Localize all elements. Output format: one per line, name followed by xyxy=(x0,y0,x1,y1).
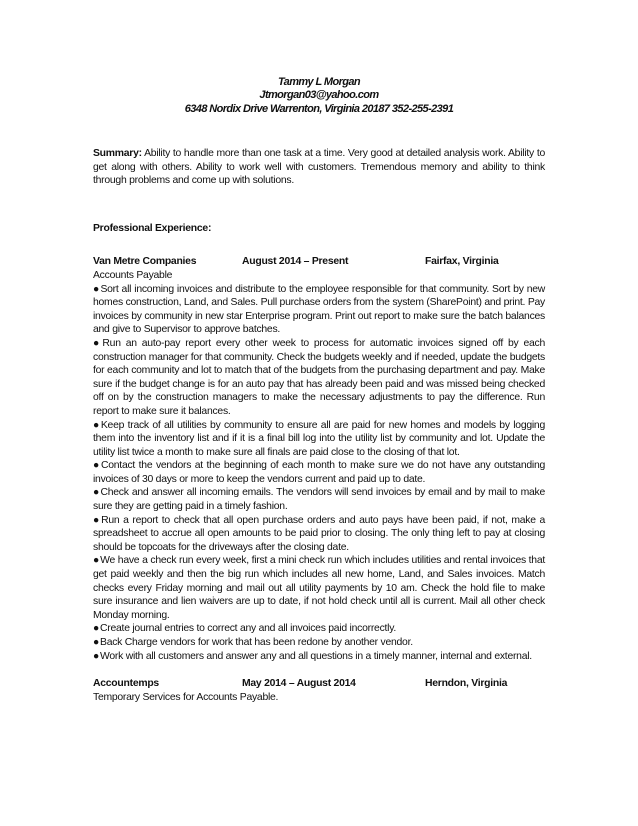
applicant-address: 6348 Nordix Drive Warrenton, Virginia 20187 352-255-2391 xyxy=(184,103,454,115)
bullet-icon: ● xyxy=(93,460,100,472)
list-item: ●Check and answer all incoming emails. The vendors will send invoices by email and by mail to make sure they are getting paid in a timely fashion. xyxy=(93,487,545,513)
summary-label: Summary: xyxy=(93,148,142,159)
job-duties-list xyxy=(93,283,545,664)
job-title: Accounts Payable xyxy=(93,269,173,281)
list-item: ●Run a report to check that all open purchase orders and auto pays have been paid, if not, make a spreadsheet to accrue all open amounts to be paid prior to closing. The only thing left to pay at closing should be topcoats for the driveways after the closing date. xyxy=(93,514,545,553)
list-item: ●We have a check run every week, first a mini check run which includes utilities and rental invoices that get paid weekly and then the big run which includes all new home, Land, and Sales invoices. Match checks every Friday morning and mail out all utility payments by 10 am. Check the hold file to make sure insurance and lien waivers are up to date, if not hold check until all is current. Mail all other check Monday morning. xyxy=(93,555,546,621)
bullet-icon: ● xyxy=(93,419,100,431)
bullet-icon: ● xyxy=(93,487,100,499)
list-item: ●Run an auto-pay report every other week to process for automatic invoices signed off by each construction manager for that community. Check the budgets weekly and if needed, update the budgets for each community and lot to match that of the budgets from the purchasing department and pay. Make sure if the budget change is for an auto pay that has already been paid and was missed being checked off on by the construction managers to make the necessary adjustments to pay the difference. Run report to make sure it balances. xyxy=(93,337,545,417)
job-header xyxy=(93,677,545,691)
applicant-name: Tammy L Morgan xyxy=(277,76,361,88)
list-item: ●Sort all incoming invoices and distribute to the employee responsible for that community. Sort by new homes construction, Land, and Sales. Pull purchase orders from the system (SharePoint) and print. Pay invoices by community in new star Enterprise program. Print out report to make sure the batch balances and give to Supervisor to approve batches. xyxy=(93,283,546,336)
experience-heading: Professional Experience: xyxy=(93,222,212,234)
bullet-icon: ● xyxy=(93,514,101,526)
list-item: ●Contact the vendors at the beginning of each month to make sure we do not have any outstanding invoices of 30 days or more to keep the vendors current and paid up to date. xyxy=(93,460,546,485)
resume-body xyxy=(93,147,545,704)
job-company: Accountemps xyxy=(93,678,159,690)
summary-section xyxy=(93,147,545,188)
bullet-icon: ● xyxy=(93,337,102,349)
list-item: ●Work with all customers and answer any and all questions in a timely manner, internal and external. xyxy=(93,650,532,662)
bullet-icon: ● xyxy=(93,555,100,567)
job-company: Van Metre Companies xyxy=(93,256,197,268)
list-item: ●Back Charge vendors for work that has been redone by another vendor. xyxy=(93,637,413,648)
bullet-icon: ● xyxy=(93,650,100,662)
job-dates: May 2014 – August 2014 xyxy=(242,678,356,690)
list-item: ●Keep track of all utilities by community to ensure all are paid for new homes and models by logging them into the inventory list and if it is a final bill log into the utility list by community and lot. Update the utility list twice a month to make sure all finals are paid close to the closing of that lot. xyxy=(93,419,545,458)
job-location: Fairfax, Virginia xyxy=(425,256,499,268)
bullet-icon: ● xyxy=(93,637,100,648)
job-dates: August 2014 – Present xyxy=(242,256,349,268)
bullet-icon: ● xyxy=(93,623,100,635)
bullet-icon: ● xyxy=(93,283,100,295)
list-item: ●Create journal entries to correct any and all invoices paid incorrectly. xyxy=(93,623,397,635)
summary-text: Ability to handle more than one task at a time. Very good at detailed analysis work. Ability to get along with others. Ability to work well with customers. Tremendous memory and ability to think through problems and come up with solutions. xyxy=(93,148,545,187)
job-title: Temporary Services for Accounts Payable. xyxy=(93,691,279,703)
job-header xyxy=(93,255,545,269)
applicant-email: Jtmorgan03@yahoo.com xyxy=(259,89,379,101)
job-location: Herndon, Virginia xyxy=(425,678,508,690)
